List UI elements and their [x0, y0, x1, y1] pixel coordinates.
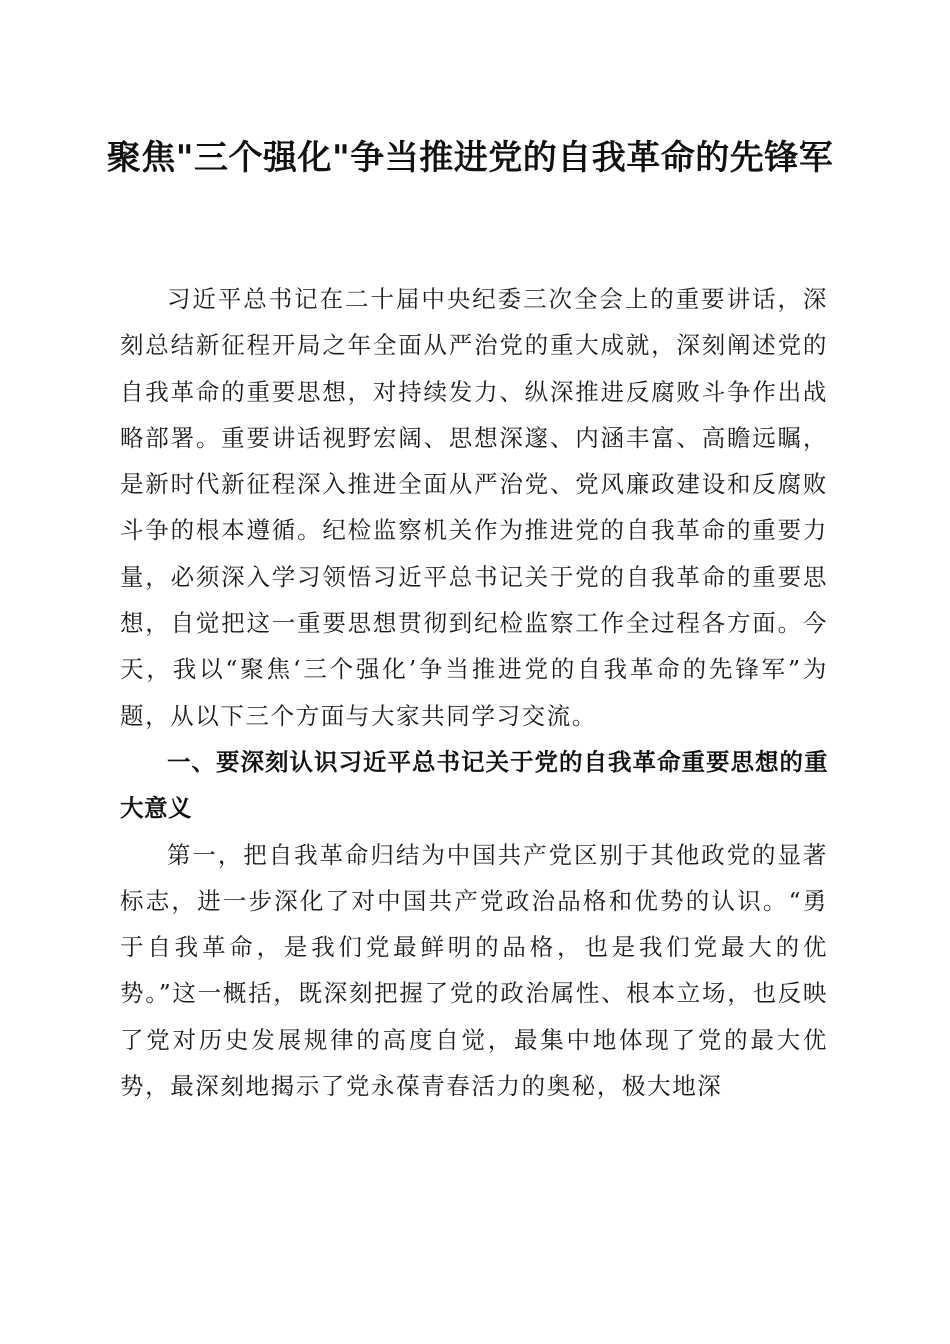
section-heading: 一、要深刻认识习近平总书记关于党的自我革命重要思想的重大意义	[120, 747, 828, 823]
document-title: 聚焦"三个强化"争当推进党的自我革命的先锋军	[106, 138, 834, 178]
section-paragraph: 第一，把自我革命归结为中国共产党区别于其他政党的显著标志，进一步深化了对中国共产党政治品格和优势的认识。“勇于自我革命，是我们党最鲜明的品格，也是我们党最大的优势。”这一概括，既深刻把握了党的政治属性、根本立场，也反映了党对历史发展规律的高度自觉，最集中地体现了党的最大优势，最深刻地揭示了党永葆青春活力的奥秘，极大地深	[120, 840, 828, 1101]
intro-paragraph: 习近平总书记在二十届中央纪委三次全会上的重要讲话，深刻总结新征程开局之年全面从严治党的重大成就，深刻阐述党的自我革命的重要思想，对持续发力、纵深推进反腐败斗争作出战略部署。重要讲话视野宏阔、思想深邃、内涵丰富、高瞻远瞩，是新时代新征程深入推进全面从严治党、党风廉政建设和反腐败斗争的根本遵循。纪检监察机关作为推进党的自我革命的重要力量，必须深入学习领悟习近平总书记关于党的自我革命的重要思想，自觉把这一重要思想贯彻到纪检监察工作全过程各方面。今天，我以“聚焦‘三个强化’争当推进党的自我革命的先锋军”为题，从以下三个方面与大家共同学习交流。	[120, 285, 828, 730]
document-body	[120, 276, 828, 1109]
